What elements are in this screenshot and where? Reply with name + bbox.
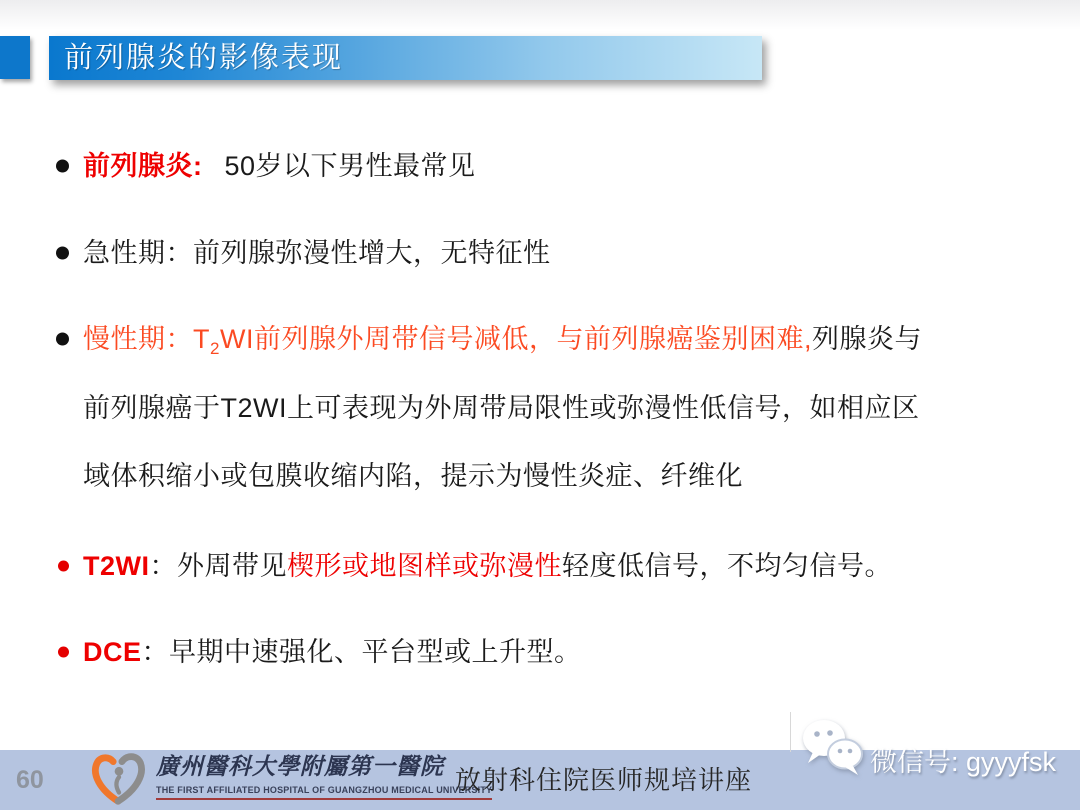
wechat-icon [800,716,866,778]
t2-subscript: 2 [210,339,220,358]
title-bar [49,36,762,80]
badge-edge-line [790,712,791,752]
hospital-names [156,751,492,807]
hospital-name-cn: 廣州醫科大學附屬第一醫院 [156,754,444,779]
bullet-prostatitis-overview [83,146,476,186]
lecture-title: 放射科住院医师规培讲座 [455,765,753,795]
heart-logo-icon [90,751,148,807]
t2wi-post: 轻度低信号，不均匀信号。 [562,551,892,581]
bullet-text: 50岁以下男性最常见 [224,151,476,181]
dce-colon: ： [141,637,170,667]
t2wi-highlight: 楔形或地图样或弥漫性 [287,551,562,581]
title-accent-square [0,36,30,79]
hospital-logo [90,751,492,807]
bullet-text: 急性期：前列腺弥漫性增大，无特征性 [83,238,551,268]
dce-label: DCE [83,637,142,667]
bullet-t2wi [83,546,892,586]
chronic-black-tail: 列腺炎与 [811,324,922,354]
bullet-chronic-phase-line2 [83,388,920,428]
bullet-dot-icon [56,160,69,173]
t2wi-pre: 外周带见 [177,551,287,581]
bullet-dot-icon [56,333,69,346]
chronic-red-prefix: 慢性期：T [83,324,210,354]
t2wi-colon: ： [149,551,177,581]
dce-text: 早期中速强化、平台型或上升型。 [169,637,582,667]
bullet-dce [83,632,582,672]
chronic-red-rest: WI前列腺外周带信号减低，与前列腺癌鉴别困难, [219,324,812,354]
t2wi-label: T2WI [83,551,150,581]
bullet-chronic-phase-line3 [83,456,743,496]
page-title: 前列腺炎的影像表现 [64,41,344,74]
bullet-dot-icon [58,647,69,658]
wechat-badge [788,710,1080,810]
bullet-text: 前列腺癌于T2WI上可表现为外周带局限性或弥漫性低信号，如相应区 [83,393,920,423]
bullet-acute-phase [83,233,551,273]
bullet-label: 前列腺炎: [83,151,203,181]
bullet-text: 域体积缩小或包膜收缩内陷，提示为慢性炎症、纤维化 [83,461,743,491]
page-number: 60 [16,766,44,794]
bullet-chronic-phase-line1 [83,319,922,359]
wechat-account-label: 微信号: gyyyfsk [870,747,1057,777]
bullet-dot-icon [56,247,69,260]
bullet-dot-icon [58,561,69,572]
hospital-name-en: THE FIRST AFFILIATED HOSPITAL OF GUANGZHOU MEDICAL UNIVERSITY [156,785,492,800]
